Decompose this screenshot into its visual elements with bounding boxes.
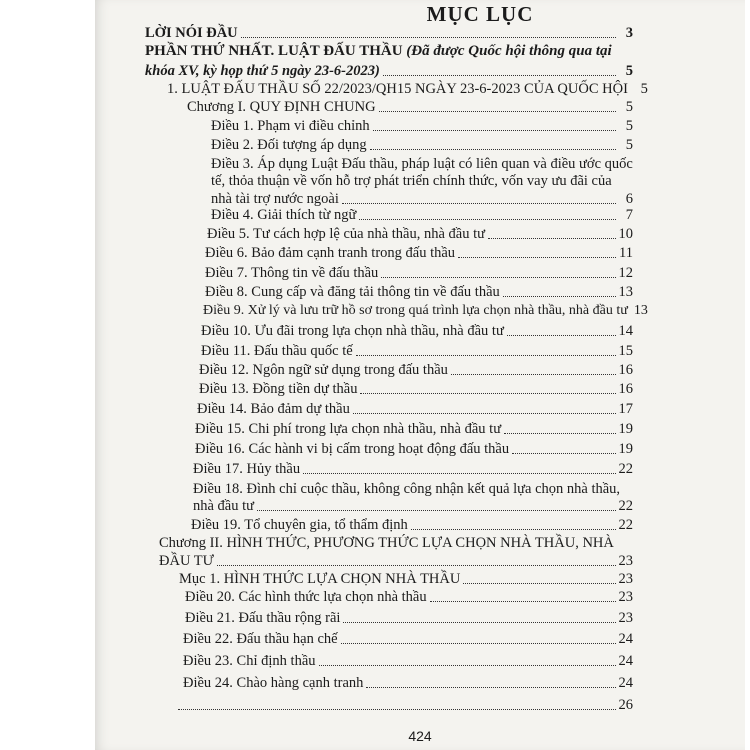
- toc-entry-part-one-cont: khóa XV, kỳ họp thứ 5 ngày 23-6-2023) 5: [145, 63, 633, 79]
- toc-entry: 26: [175, 696, 633, 714]
- book-page: [95, 0, 745, 750]
- toc-entry-cont: tế, thỏa thuận về vốn hỗ trợ phát triển chính thức, vốn vay ưu đãi của: [211, 173, 612, 189]
- toc-entry: Điều 13. Đồng tiền dự thầu 16: [199, 381, 633, 397]
- toc-entry: Điều 23. Chỉ định thầu 24: [183, 653, 633, 669]
- toc-entry: Điều 16. Các hành vi bị cấm trong hoạt động đấu thầu 19: [195, 441, 633, 457]
- toc-entry-chapter-1: Chương I. QUY ĐỊNH CHUNG 5: [187, 99, 633, 115]
- toc-entry: Điều 10. Ưu đãi trong lựa chọn nhà thầu, nhà đầu tư 14: [201, 323, 633, 339]
- page-number: 424: [408, 728, 432, 744]
- toc-entry: Điều 9. Xử lý và lưu trữ hồ sơ trong quá trình lựa chọn nhà thầu, nhà đầu tư 13: [203, 303, 648, 318]
- toc-entry: Điều 5. Tư cách hợp lệ của nhà thầu, nhà đầu tư 10: [207, 226, 633, 242]
- toc-entry: Điều 2. Đối tượng áp dụng 5: [211, 137, 633, 153]
- toc-entry: Điều 1. Phạm vi điều chỉnh 5: [211, 118, 633, 134]
- toc-entry-cont: nhà đầu tư 22: [193, 498, 633, 514]
- toc-entry-chapter-2-cont: ĐẦU TƯ 23: [159, 553, 633, 569]
- toc-entry: Điều 14. Bảo đảm dự thầu 17: [197, 401, 633, 417]
- toc-entry: Điều 3. Áp dụng Luật Đấu thầu, pháp luật có liên quan và điều ước quốc: [211, 156, 633, 172]
- toc-entry: Điều 21. Đấu thầu rộng rãi 23: [185, 610, 633, 626]
- toc-entry-chapter-2: Chương II. HÌNH THỨC, PHƯƠNG THỨC LỰA CHỌN NHÀ THẦU, NHÀ: [159, 535, 614, 551]
- toc-entry-law: 1. LUẬT ĐẤU THẦU SỐ 22/2023/QH15 NGÀY 23-6-2023 CỦA QUỐC HỘI 5: [167, 81, 648, 97]
- toc-entry: Điều 18. Đình chỉ cuộc thầu, không công nhận kết quả lựa chọn nhà thầu,: [193, 481, 621, 497]
- toc-entry: Điều 6. Bảo đảm cạnh tranh trong đấu thầu 11: [205, 245, 633, 261]
- toc-entry: Điều 4. Giải thích từ ngữ 7: [211, 207, 633, 223]
- toc-entry: Điều 19. Tổ chuyên gia, tổ thẩm định 22: [191, 517, 633, 533]
- toc-entry: Điều 15. Chi phí trong lựa chọn nhà thầu, nhà đầu tư 19: [195, 421, 633, 437]
- toc-entry: Điều 12. Ngôn ngữ sử dụng trong đấu thầu 16: [199, 362, 633, 378]
- toc-entry-section-1: Mục 1. HÌNH THỨC LỰA CHỌN NHÀ THẦU 23: [179, 571, 633, 587]
- toc-entry: Điều 11. Đấu thầu quốc tế 15: [201, 343, 633, 359]
- toc-entry: Điều 22. Đấu thầu hạn chế 24: [183, 631, 633, 647]
- toc-entry-part-one: PHẦN THỨ NHẤT. LUẬT ĐẤU THẦU (Đã được Quốc hội thông qua tại: [145, 43, 612, 59]
- toc-entry: Điều 7. Thông tin về đấu thầu 12: [205, 265, 633, 281]
- page-title: MỤC LỤC: [426, 2, 534, 26]
- toc-entry: Điều 24. Chào hàng cạnh tranh 24: [183, 675, 633, 691]
- toc-entry: Điều 8. Cung cấp và đăng tải thông tin về đấu thầu 13: [205, 284, 633, 300]
- toc-entry-preface: LỜI NÓI ĐẦU 3: [145, 25, 633, 41]
- toc-entry: Điều 20. Các hình thức lựa chọn nhà thầu 23: [185, 589, 633, 605]
- toc-entry-cont: nhà tài trợ nước ngoài 6: [211, 191, 633, 207]
- toc-entry: Điều 17. Hủy thầu 22: [193, 461, 633, 477]
